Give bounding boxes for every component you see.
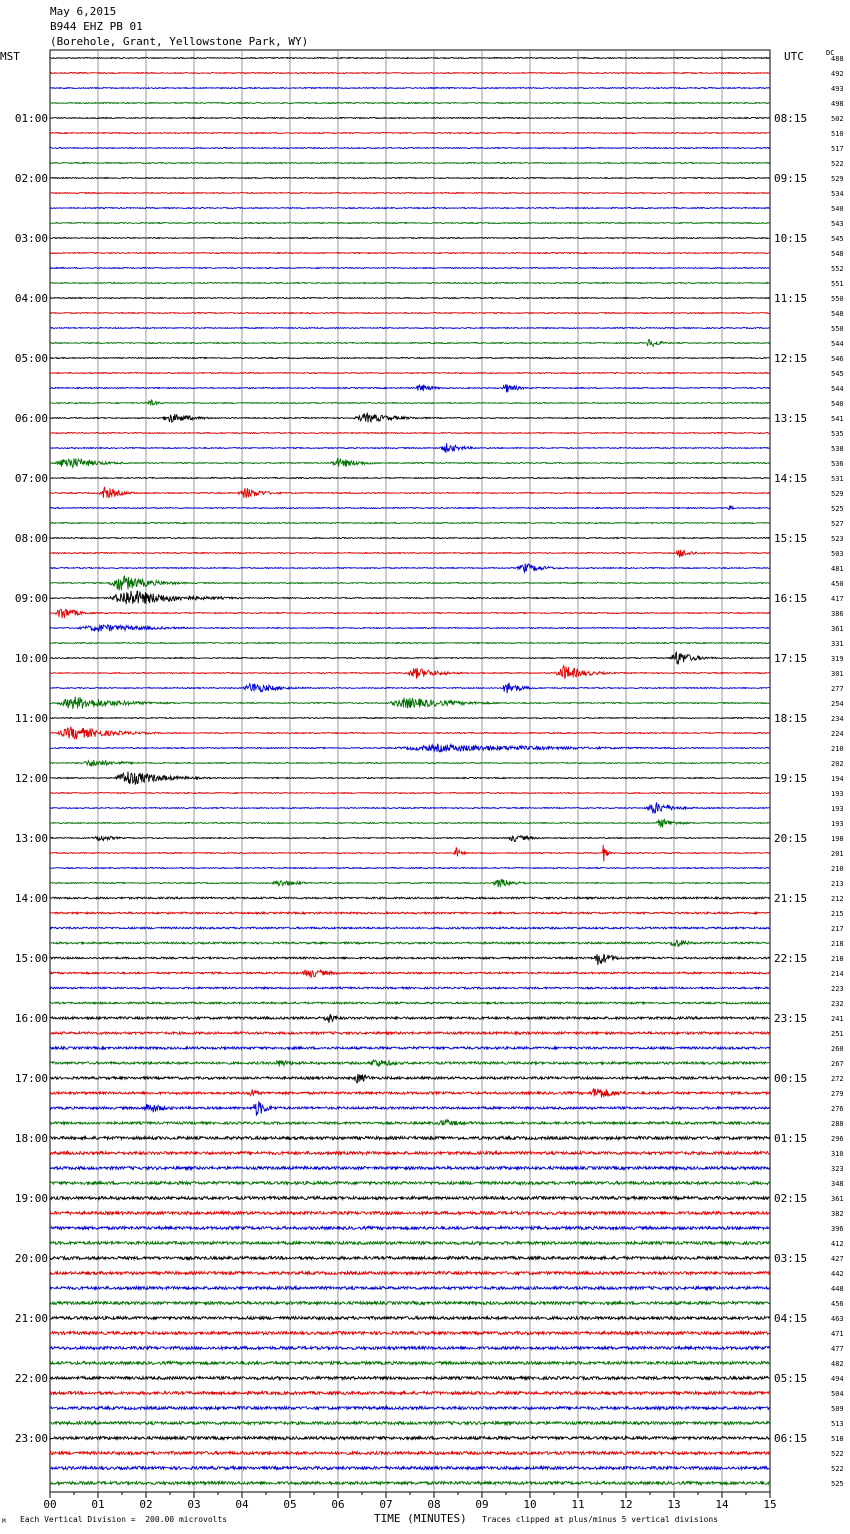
dc-offset-label: 522 (831, 160, 844, 168)
dc-offset-label: 210 (831, 865, 844, 873)
x-tick-label: 02 (139, 1498, 153, 1511)
trace-line (50, 1089, 769, 1098)
dc-offset-label: 548 (831, 310, 844, 318)
utc-hour-label: 01:15 (774, 1132, 808, 1145)
trace-line (50, 591, 769, 604)
dc-offset-label: 272 (831, 1075, 844, 1083)
trace-line (50, 793, 769, 794)
trace-line (50, 313, 769, 314)
trace-line (50, 443, 769, 452)
dc-offset-label: 331 (831, 640, 844, 648)
utc-hour-label: 23:15 (774, 1012, 808, 1025)
mst-hour-label: 12:00 (14, 772, 48, 785)
dc-offset-label: 386 (831, 610, 844, 618)
dc-offset-label: 544 (831, 340, 844, 348)
plot-frame (50, 50, 770, 1492)
trace-line (50, 879, 769, 887)
trace-line (50, 625, 769, 631)
trace-line (50, 238, 769, 239)
x-tick-label: 00 (43, 1498, 57, 1511)
dc-offset-label: 518 (831, 1435, 844, 1443)
dc-offset-label: 546 (831, 355, 844, 363)
dc-offset-label: 536 (831, 460, 844, 468)
dc-offset-label: 523 (831, 535, 844, 543)
dc-offset-label: 551 (831, 280, 844, 288)
dc-offset-label: 254 (831, 700, 844, 708)
dc-offset-label: 224 (831, 730, 844, 738)
dc-offset-label: 427 (831, 1255, 844, 1263)
dc-offset-label: 412 (831, 1240, 844, 1248)
trace-line (50, 772, 769, 785)
trace-line (50, 1347, 769, 1350)
trace-line (50, 253, 769, 254)
trace-line (50, 148, 769, 149)
trace-line (50, 133, 769, 134)
dc-offset-label: 417 (831, 595, 844, 603)
mst-hour-label: 15:00 (14, 952, 48, 965)
x-tick-label: 01 (91, 1498, 105, 1511)
dc-offset-label: 301 (831, 670, 844, 678)
mst-hour-label: 16:00 (14, 1012, 48, 1025)
dc-offset-label: 540 (831, 205, 844, 213)
dc-offset-label: 396 (831, 1225, 844, 1233)
trace-line (50, 927, 769, 929)
utc-hour-label: 17:15 (774, 652, 808, 665)
dc-offset-label: 202 (831, 760, 844, 768)
utc-hour-label: 13:15 (774, 412, 808, 425)
trace-line (50, 1407, 769, 1410)
trace-line (50, 912, 769, 914)
trace-line (50, 1242, 769, 1245)
dc-offset-label: 545 (831, 235, 844, 243)
trace-line (50, 73, 769, 74)
dc-offset-label: 544 (831, 385, 844, 393)
mst-hour-label: 21:00 (14, 1312, 48, 1325)
trace-line (50, 1377, 769, 1380)
dc-offset-label: 498 (831, 100, 844, 108)
trace-line (50, 836, 769, 842)
dc-offset-label: 296 (831, 1135, 844, 1143)
trace-line (50, 819, 769, 827)
dc-offset-label: 525 (831, 505, 844, 513)
trace-line (50, 358, 769, 359)
dc-offset-label: 210 (831, 745, 844, 753)
x-tick-label: 14 (715, 1498, 729, 1511)
trace-line (50, 1182, 769, 1185)
dc-offset-label: 212 (831, 895, 844, 903)
dc-offset-label: 538 (831, 445, 844, 453)
dc-offset-label: 534 (831, 190, 844, 198)
trace-line (50, 987, 769, 989)
trace-line (50, 1120, 769, 1126)
dc-offset-label: 310 (831, 1150, 844, 1158)
trace-line (50, 666, 769, 679)
dc-offset-label: 348 (831, 1180, 844, 1188)
trace-line (50, 697, 769, 709)
dc-offset-label: 251 (831, 1030, 844, 1038)
mst-hour-label: 04:00 (14, 292, 48, 305)
dc-offset-label: 267 (831, 1060, 844, 1068)
trace-line (50, 478, 769, 479)
dc-offset-label: 522 (831, 1465, 844, 1473)
mst-hour-label: 02:00 (14, 172, 48, 185)
trace-line (50, 1272, 769, 1275)
dc-offset-label: 323 (831, 1165, 844, 1173)
trace-line (50, 1437, 769, 1440)
trace-line (50, 970, 769, 977)
dc-offset-label: 260 (831, 1045, 844, 1053)
dc-offset-label: 361 (831, 625, 844, 633)
trace-line (50, 576, 769, 591)
dc-offset-label: 288 (831, 1120, 844, 1128)
dc-offset-label: 545 (831, 370, 844, 378)
dc-label: DC (826, 49, 835, 57)
dc-offset-label: 201 (831, 850, 844, 858)
trace-line (50, 268, 769, 269)
dc-offset-label: 276 (831, 1105, 844, 1113)
dc-offset-label: 503 (831, 550, 844, 558)
mst-hour-label: 01:00 (14, 112, 48, 125)
trace-line (50, 413, 769, 422)
dc-offset-label: 510 (831, 130, 844, 138)
mst-hour-label: 03:00 (14, 232, 48, 245)
dc-offset-label: 217 (831, 925, 844, 933)
trace-line (50, 1227, 769, 1230)
mst-hour-label: 06:00 (14, 412, 48, 425)
trace-line (50, 897, 769, 899)
utc-hour-label: 15:15 (774, 532, 808, 545)
x-tick-label: 07 (379, 1498, 393, 1511)
mst-hour-label: 20:00 (14, 1252, 48, 1265)
trace-line (50, 1392, 769, 1395)
utc-hour-label: 11:15 (774, 292, 808, 305)
dc-offset-label: 504 (831, 1390, 844, 1398)
trace-line (50, 223, 769, 224)
mst-hour-label: 18:00 (14, 1132, 48, 1145)
trace-line (50, 1152, 769, 1155)
dc-offset-label: 193 (831, 805, 844, 813)
x-tick-label: 09 (475, 1498, 489, 1511)
trace-line (50, 1302, 769, 1305)
dc-offset-label: 522 (831, 1450, 844, 1458)
trace-line (50, 1197, 769, 1200)
dc-offset-label: 493 (831, 85, 844, 93)
trace-line (50, 1287, 769, 1290)
dc-offset-label: 488 (831, 55, 844, 63)
dc-offset-label: 527 (831, 520, 844, 528)
trace-line (50, 1257, 769, 1260)
mst-hour-label: 10:00 (14, 652, 48, 665)
dc-offset-label: 482 (831, 1360, 844, 1368)
trace-line (50, 1332, 769, 1335)
trace-line (50, 954, 769, 965)
trace-line (50, 523, 769, 524)
trace-line (50, 845, 769, 862)
trace-line (50, 400, 769, 406)
scale-note: Each Vertical Division = 200.00 microvolts (20, 1515, 228, 1524)
trace-line (50, 1032, 769, 1034)
utc-hour-label: 16:15 (774, 592, 808, 605)
dc-offset-label: 450 (831, 580, 844, 588)
trace-line (50, 683, 769, 694)
x-tick-label: 13 (667, 1498, 681, 1511)
mst-hour-label: 14:00 (14, 892, 48, 905)
dc-offset-label: 193 (831, 820, 844, 828)
utc-hour-label: 14:15 (774, 472, 808, 485)
x-tick-label: 12 (619, 1498, 633, 1511)
dc-offset-label: 552 (831, 265, 844, 273)
dc-offset-label: 319 (831, 655, 844, 663)
dc-offset-label: 543 (831, 220, 844, 228)
mst-hour-label: 19:00 (14, 1192, 48, 1205)
trace-line (50, 760, 769, 766)
trace-line (50, 802, 769, 813)
header-location: (Borehole, Grant, Yellowstone Park, WY) (50, 35, 309, 48)
trace-line (50, 58, 769, 59)
trace-line (50, 373, 769, 374)
mst-hour-label: 13:00 (14, 832, 48, 845)
dc-offset-label: 277 (831, 685, 844, 693)
trace-line (50, 433, 769, 434)
dc-offset-label: 531 (831, 475, 844, 483)
dc-offset-label: 223 (831, 985, 844, 993)
trace-line (50, 538, 769, 539)
dc-offset-label: 509 (831, 1405, 844, 1413)
dc-offset-label: 540 (831, 400, 844, 408)
trace-line (50, 193, 769, 194)
dc-offset-label: 198 (831, 835, 844, 843)
dc-offset-label: 241 (831, 1015, 844, 1023)
utc-hour-label: 19:15 (774, 772, 808, 785)
mst-hour-label: 11:00 (14, 712, 48, 725)
mst-hour-label: 17:00 (14, 1072, 48, 1085)
trace-line (50, 1074, 769, 1083)
utc-hour-label: 02:15 (774, 1192, 808, 1205)
trace-line (50, 163, 769, 164)
trace-line (50, 178, 769, 179)
dc-offset-label: 448 (831, 1285, 844, 1293)
x-tick-label: 08 (427, 1498, 441, 1511)
dc-offset-label: 513 (831, 1420, 844, 1428)
trace-line (50, 1452, 769, 1455)
utc-hour-label: 12:15 (774, 352, 808, 365)
x-axis-title: TIME (MINUTES) (374, 1512, 467, 1525)
trace-line (50, 744, 769, 752)
dc-offset-label: 517 (831, 145, 844, 153)
x-tick-label: 03 (187, 1498, 201, 1511)
dc-offset-label: 525 (831, 1480, 844, 1488)
x-tick-label: 11 (571, 1498, 585, 1511)
dc-offset-label: 535 (831, 430, 844, 438)
trace-line (50, 103, 769, 104)
trace-line (50, 727, 769, 740)
utc-hour-label: 22:15 (774, 952, 808, 965)
trace-line (50, 868, 769, 869)
trace-line (50, 328, 769, 329)
trace-line (50, 1060, 769, 1067)
utc-hour-label: 10:15 (774, 232, 808, 245)
dc-offset-label: 218 (831, 940, 844, 948)
trace-line (50, 458, 769, 467)
dc-offset-label: 193 (831, 790, 844, 798)
dc-offset-label: 541 (831, 415, 844, 423)
dc-offset-label: 215 (831, 910, 844, 918)
dc-offset-label: 550 (831, 325, 844, 333)
utc-hour-label: 05:15 (774, 1372, 808, 1385)
trace-line (50, 652, 769, 664)
mst-hour-label: 07:00 (14, 472, 48, 485)
mst-label: MST (0, 50, 20, 63)
dc-offset-label: 529 (831, 175, 844, 183)
dc-offset-label: 232 (831, 1000, 844, 1008)
utc-hour-label: 03:15 (774, 1252, 808, 1265)
dc-offset-label: 361 (831, 1195, 844, 1203)
dc-offset-label: 492 (831, 70, 844, 78)
trace-line (50, 1422, 769, 1425)
utc-hour-label: 06:15 (774, 1432, 808, 1445)
x-tick-label: 06 (331, 1498, 345, 1511)
mst-hour-label: 09:00 (14, 592, 48, 605)
trace-line (50, 1047, 769, 1049)
utc-hour-label: 21:15 (774, 892, 808, 905)
utc-hour-label: 09:15 (774, 172, 808, 185)
trace-line (50, 1482, 769, 1485)
utc-hour-label: 04:15 (774, 1312, 808, 1325)
mst-hour-label: 08:00 (14, 532, 48, 545)
trace-line (50, 118, 769, 119)
mst-hour-label: 23:00 (14, 1432, 48, 1445)
dc-offset-label: 494 (831, 1375, 844, 1383)
trace-line (50, 1212, 769, 1215)
trace-line (50, 1002, 769, 1004)
x-tick-label: 05 (283, 1498, 297, 1511)
dc-offset-label: 529 (831, 490, 844, 498)
dc-offset-label: 463 (831, 1315, 844, 1323)
trace-line (50, 564, 769, 573)
x-tick-label: 15 (763, 1498, 777, 1511)
utc-hour-label: 00:15 (774, 1072, 808, 1085)
trace-line (50, 1362, 769, 1365)
trace-line (50, 88, 769, 89)
dc-offset-label: 442 (831, 1270, 844, 1278)
x-tick-label: 10 (523, 1498, 537, 1511)
trace-line (50, 718, 769, 719)
trace-line (50, 940, 769, 947)
dc-offset-label: 279 (831, 1090, 844, 1098)
dc-offset-label: 456 (831, 1300, 844, 1308)
trace-line (50, 208, 769, 209)
x-tick-label: 04 (235, 1498, 249, 1511)
trace-line (50, 1137, 769, 1140)
trace-line (50, 643, 769, 644)
utc-hour-label: 18:15 (774, 712, 808, 725)
dc-offset-label: 218 (831, 955, 844, 963)
trace-line (50, 298, 769, 299)
trace-line (50, 550, 769, 557)
dc-offset-label: 477 (831, 1345, 844, 1353)
mst-hour-label: 22:00 (14, 1372, 48, 1385)
utc-label: UTC (784, 50, 804, 63)
dc-offset-label: 214 (831, 970, 844, 978)
trace-line (50, 1467, 769, 1470)
dc-offset-label: 481 (831, 565, 844, 573)
utc-hour-label: 20:15 (774, 832, 808, 845)
mst-hour-label: 05:00 (14, 352, 48, 365)
clip-note: Traces clipped at plus/minus 5 vertical divisions (482, 1515, 719, 1524)
trace-line (50, 384, 769, 392)
dc-offset-label: 550 (831, 295, 844, 303)
trace-line (50, 1101, 769, 1116)
trace-line (50, 1167, 769, 1170)
header-station: B944 EHZ PB 01 (50, 20, 143, 33)
dc-offset-label: 502 (831, 115, 844, 123)
trace-line (50, 609, 769, 618)
dc-offset-label: 194 (831, 775, 844, 783)
trace-line (50, 487, 769, 498)
dc-offset-label: 213 (831, 880, 844, 888)
dc-offset-label: 548 (831, 250, 844, 258)
trace-line (50, 1317, 769, 1320)
corner-mark: M (2, 1518, 6, 1525)
utc-hour-label: 08:15 (774, 112, 808, 125)
header-date: May 6,2015 (50, 5, 117, 18)
trace-line (50, 340, 769, 347)
trace-line (50, 506, 769, 510)
dc-offset-label: 234 (831, 715, 844, 723)
dc-offset-label: 382 (831, 1210, 844, 1218)
dc-offset-label: 471 (831, 1330, 844, 1338)
trace-line (50, 1014, 769, 1023)
trace-line (50, 283, 769, 284)
